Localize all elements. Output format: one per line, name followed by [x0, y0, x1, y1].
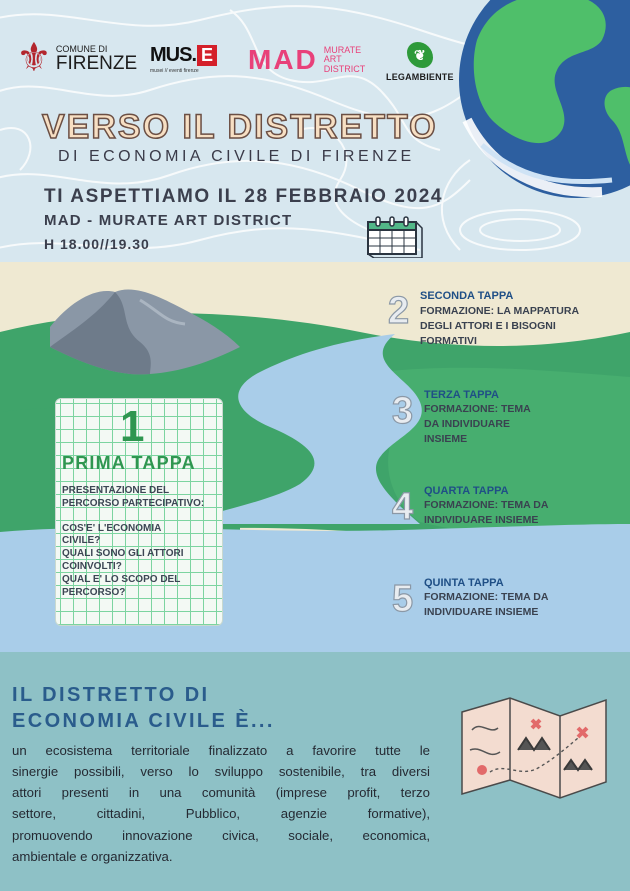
first-step-body: [62, 485, 216, 599]
step-5: [392, 577, 592, 628]
comune-di-firenze-logo: [16, 35, 138, 81]
mad-logo: [248, 46, 365, 74]
firenze-logo-small-text: COMUNE DI: [55, 43, 108, 54]
first-step-card: [55, 398, 223, 626]
mad-logo-line2: ART: [323, 54, 342, 65]
mad-logo-line1: MURATE: [323, 45, 362, 55]
first-step-line: QUAL E' LO SCOPO DEL: [62, 573, 181, 585]
step-4: [392, 485, 592, 536]
muse-logo-tagline: musei // eventi firenze: [150, 68, 199, 74]
first-step-line: COINVOLTI?: [62, 560, 122, 572]
step-title: QUINTA TAPPA: [424, 577, 504, 589]
earth-globe-illustration: [452, 0, 630, 230]
muse-logo-dot: .: [191, 44, 197, 66]
first-step-line: PRESENTAZIONE DEL: [62, 485, 170, 496]
subtitle: DI ECONOMIA CIVILE DI FIRENZE: [58, 148, 415, 165]
legambiente-logo: [386, 42, 454, 82]
step-line: INDIVIDUARE INSIEME: [424, 513, 539, 526]
first-step-title: PRIMA TAPPA: [62, 453, 196, 473]
definition-line: promuovendo innovazione civica, sociale, economica,: [12, 827, 430, 843]
step-title: TERZA TAPPA: [424, 389, 499, 401]
definition-text: [12, 740, 430, 867]
definition-line: un ecosistema territoriale finalizzato a favorire tutte le: [12, 743, 430, 758]
step-line: DA INDIVIDUARE: [424, 417, 510, 430]
fleur-de-lis-icon: ⚜: [16, 35, 52, 81]
definition-section: [0, 652, 630, 891]
muse-logo: [150, 44, 217, 74]
first-step-line: PERCORSO PARTECIPATIVO:: [62, 497, 205, 509]
step-number: 3: [392, 390, 414, 432]
definition-title-line: IL DISTRETTO DI: [12, 684, 210, 706]
step-number: 2: [388, 290, 410, 332]
event-hours: H 18.00//19.30: [44, 236, 150, 252]
first-step-line: COS'E' L'ECONOMIA: [62, 522, 162, 534]
definition-line: sinergie possibili, verso lo sviluppo sostenibile, tra diversi: [12, 764, 430, 780]
first-step-line: CIVILE?: [62, 535, 101, 547]
legambiente-logo-name: LEGAMBIENTE: [386, 72, 454, 82]
definition-line: settore, cittadini, Pubblico, agenzie formative),: [12, 806, 430, 822]
step-line: FORMAZIONE: LA MAPPATURA: [420, 305, 580, 317]
first-step-line: QUALI SONO GLI ATTORI: [62, 548, 184, 560]
step-number: 4: [392, 486, 414, 528]
definition-title-line: ECONOMIA CIVILE È...: [12, 710, 275, 732]
first-step-number: 1: [120, 402, 145, 451]
step-line: FORMATIVI: [420, 334, 477, 347]
leaf-icon: ❦: [407, 42, 433, 68]
step-2: [388, 292, 623, 352]
first-step-line: PERCORSO?: [62, 586, 126, 598]
event-place: MAD - MURATE ART DISTRICT: [44, 212, 293, 229]
step-line: FORMAZIONE: TEMA DA: [424, 499, 549, 511]
definition-line: attori presenti in una comunità (imprese profit, terzo: [12, 785, 430, 801]
step-3: [392, 389, 572, 452]
firenze-logo-big-text: FIRENZE: [55, 52, 138, 74]
step-line: DEGLI ATTORI E I BISOGNI: [420, 319, 556, 332]
step-line: INSIEME: [424, 432, 468, 445]
step-line: FORMAZIONE: TEMA: [424, 403, 531, 415]
event-date: TI ASPETTIAMO IL 28 FEBBRAIO 2024: [44, 186, 444, 207]
step-line: INDIVIDUARE INSIEME: [424, 605, 539, 618]
mad-logo-line3: DISTRICT: [323, 63, 366, 74]
treasure-map-icon: [460, 690, 610, 802]
definition-line: ambientale e organizzativa.: [12, 848, 173, 864]
step-line: FORMAZIONE: TEMA DA: [424, 591, 549, 603]
definition-title: [12, 682, 275, 734]
muse-logo-name: MUS: [150, 44, 192, 66]
step-title: QUARTA TAPPA: [424, 485, 509, 497]
main-title: VERSO IL DISTRETTO: [42, 108, 438, 146]
step-number: 5: [392, 578, 414, 620]
header-band: [0, 0, 630, 262]
mad-logo-big: MAD: [248, 44, 318, 76]
muse-logo-mark: E: [197, 45, 217, 66]
step-title: SECONDA TAPPA: [420, 290, 514, 302]
calendar-icon: [366, 214, 424, 258]
